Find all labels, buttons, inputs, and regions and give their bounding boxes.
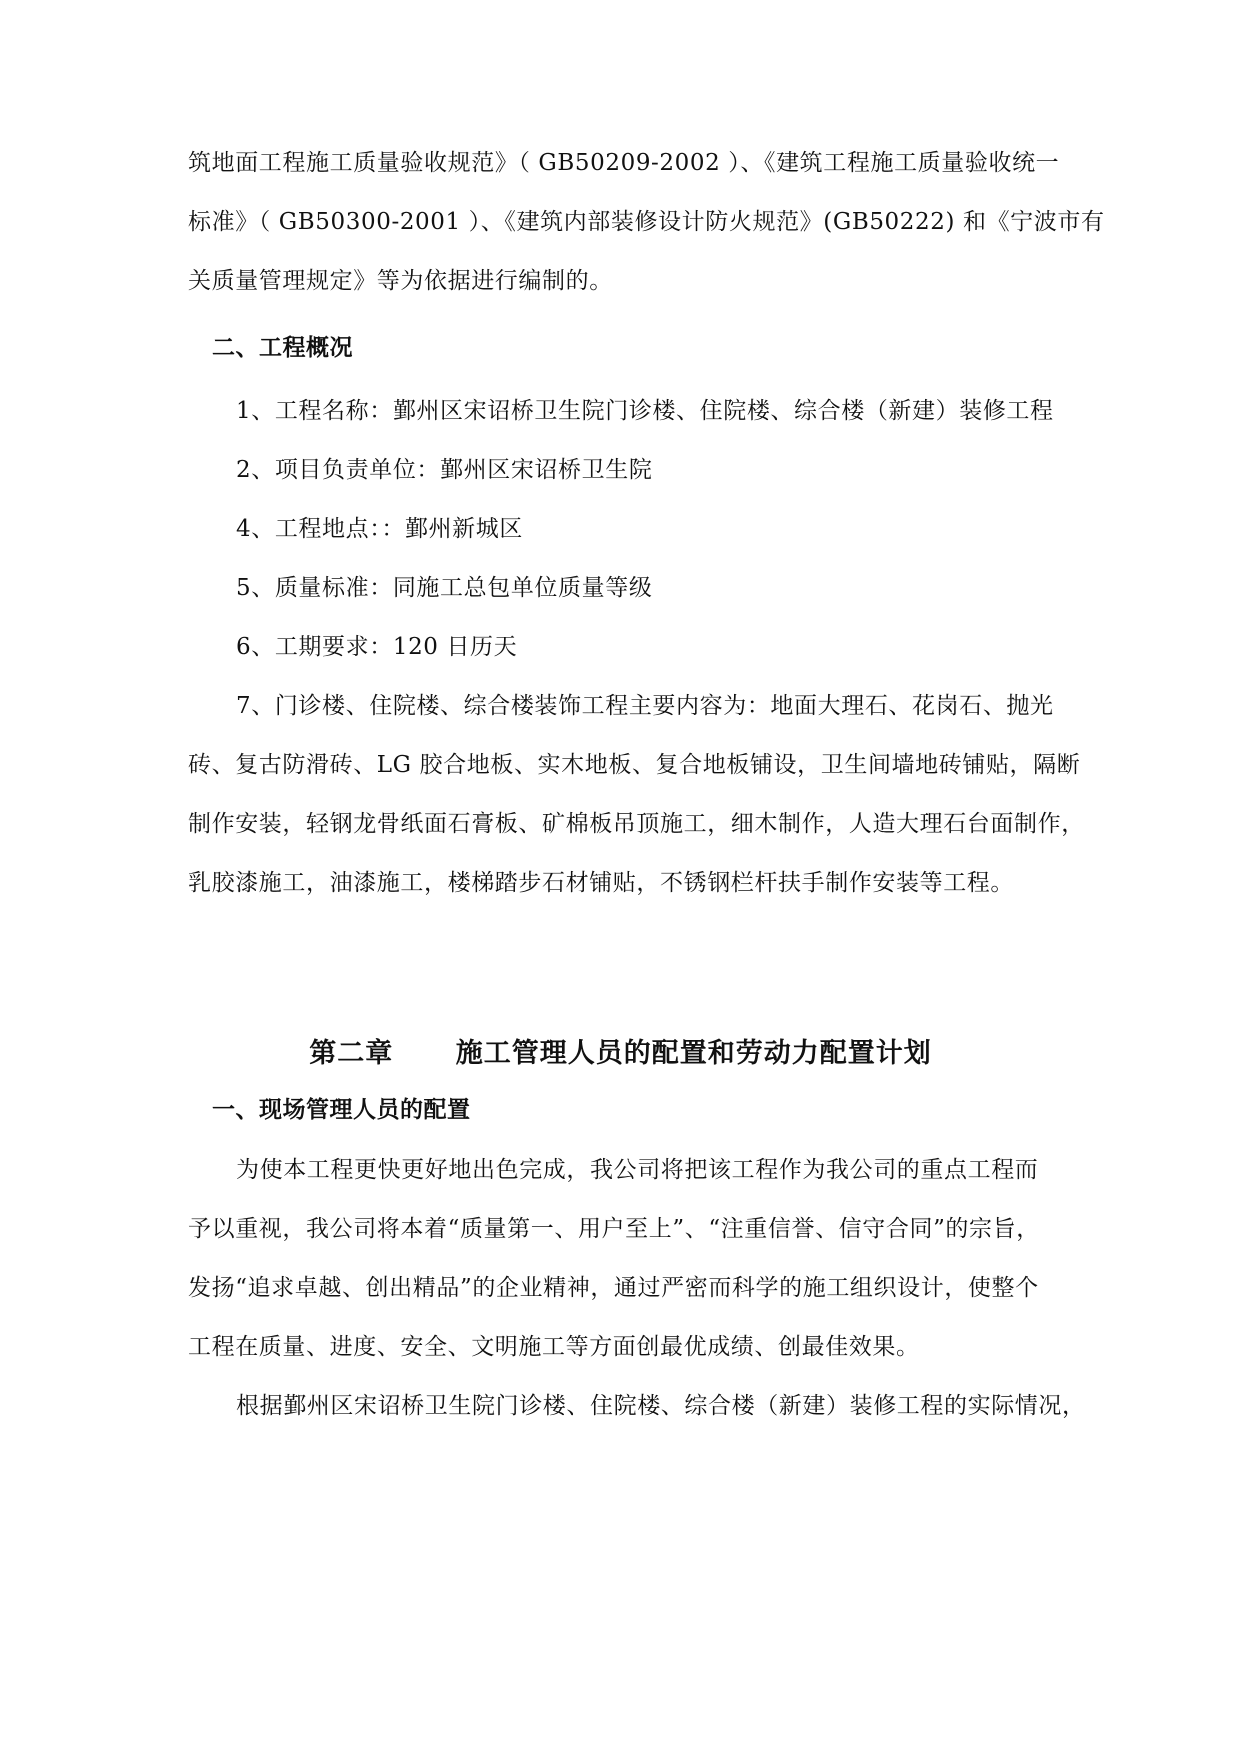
- staff-para1-line-2: 予以重视，我公司将本着“质量第一、用户至上”、“注重信誉、信守合同”的宗旨，: [188, 1216, 1040, 1242]
- staff-para1-line-4: 工程在质量、进度、安全、文明施工等方面创最优成绩、创最佳效果。: [188, 1334, 920, 1360]
- overview-item-7-line-4: 乳胶漆施工，油漆施工，楼梯踏步石材铺贴，不锈钢栏杆扶手制作安装等工程。: [188, 870, 1014, 896]
- overview-item-5: 5、质量标准：同施工总包单位质量等级: [236, 575, 653, 601]
- section-heading-staff: 一、现场管理人员的配置: [212, 1097, 471, 1123]
- overview-item-6: 6、工期要求：120 日历天: [236, 634, 518, 660]
- overview-item-1: 1、工程名称：鄞州区宋诏桥卫生院门诊楼、住院楼、综合楼（新建）装修工程: [236, 398, 1054, 424]
- staff-para2-line-1: 根据鄞州区宋诏桥卫生院门诊楼、住院楼、综合楼（新建）装修工程的实际情况，: [236, 1393, 1086, 1419]
- staff-para1-line-1: 为使本工程更快更好地出色完成，我公司将把该工程作为我公司的重点工程而: [236, 1157, 1039, 1183]
- intro-line-1: 筑地面工程施工质量验收规范》（ GB50209-2002 ）、《建筑工程施工质量验收统一: [188, 150, 1060, 176]
- intro-line-3: 关质量管理规定》等为依据进行编制的。: [188, 268, 613, 294]
- chapter-title: 第二章 施工管理人员的配置和劳动力配置计划: [309, 1038, 932, 1069]
- intro-line-2: 标准》（ GB50300-2001 ）、《建筑内部装修设计防火规范》(GB50222) 和《宁波市有: [188, 209, 1105, 235]
- overview-item-7-line-2: 砖、复古防滑砖、LG 胶合地板、实木地板、复合地板铺设，卫生间墙地砖铺贴，隔断: [188, 752, 1081, 778]
- overview-item-7-line-1: 7、门诊楼、住院楼、综合楼装饰工程主要内容为：地面大理石、花岗石、抛光: [236, 693, 1054, 719]
- overview-item-7-line-3: 制作安装，轻钢龙骨纸面石膏板、矿棉板吊顶施工，细木制作，人造大理石台面制作，: [188, 811, 1085, 837]
- overview-item-2: 2、项目负责单位：鄞州区宋诏桥卫生院: [236, 457, 653, 483]
- section-heading-overview: 二、工程概况: [212, 335, 353, 361]
- overview-item-4: 4、工程地点：：鄞州新城区: [236, 516, 523, 542]
- staff-para1-line-3: 发扬“追求卓越、创出精品”的企业精神，通过严密而科学的施工组织设计，使整个: [188, 1275, 1039, 1301]
